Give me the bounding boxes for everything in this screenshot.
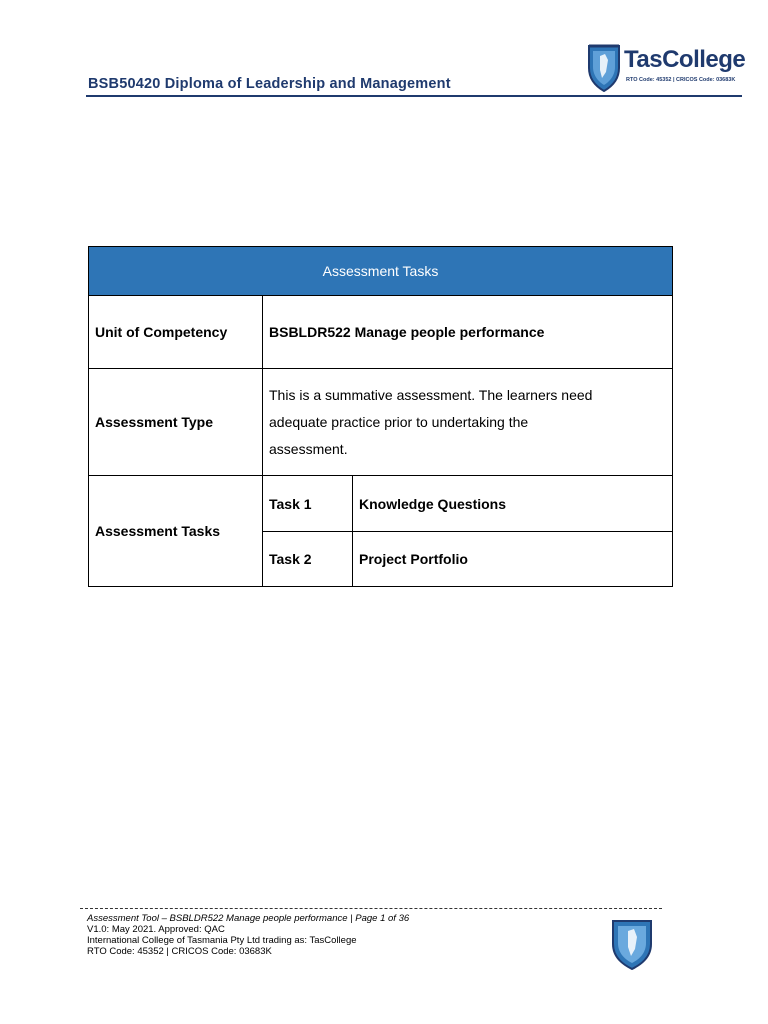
tascollege-logo [586, 42, 746, 94]
table-row [89, 369, 673, 476]
unit-label: Unit of Competency [89, 296, 263, 369]
unit-value: BSBLDR522 Manage people performance [263, 296, 673, 369]
task-name: Knowledge Questions [353, 476, 673, 532]
shield-icon [610, 918, 654, 970]
table-title: Assessment Tasks [89, 247, 673, 296]
type-line: adequate practice prior to undertaking the [269, 413, 529, 430]
type-value [263, 369, 673, 476]
task-id: Task 2 [263, 532, 353, 587]
footer-line: V1.0: May 2021. Approved: QAC [87, 924, 225, 935]
table-row [89, 476, 673, 532]
type-label: Assessment Type [89, 369, 263, 476]
task-id: Task 1 [263, 476, 353, 532]
footer-line: International College of Tasmania Pty Ltd trading as: TasCollege [87, 935, 357, 946]
type-line: assessment. [269, 440, 348, 457]
task-name: Project Portfolio [353, 532, 673, 587]
shield-icon [586, 42, 622, 92]
footer-line: RTO Code: 45352 | CRICOS Code: 03683K [87, 946, 272, 957]
table-row [89, 296, 673, 369]
logo-name: TasCollege [624, 46, 746, 73]
footer-divider [80, 908, 662, 909]
tasks-label: Assessment Tasks [89, 476, 263, 587]
footer [87, 913, 409, 957]
type-line: This is a summative assessment. The learners need [269, 386, 593, 403]
header-divider [86, 95, 742, 97]
footer-line: Assessment Tool – BSBLDR522 Manage people performance | Page 1 of 36 [87, 913, 410, 924]
assessment-table [88, 246, 673, 587]
table-title-row [89, 247, 673, 296]
course-title: BSB50420 Diploma of Leadership and Management [88, 76, 451, 92]
logo-codes: RTO Code: 45352 | CRICOS Code: 03683K [626, 77, 736, 83]
